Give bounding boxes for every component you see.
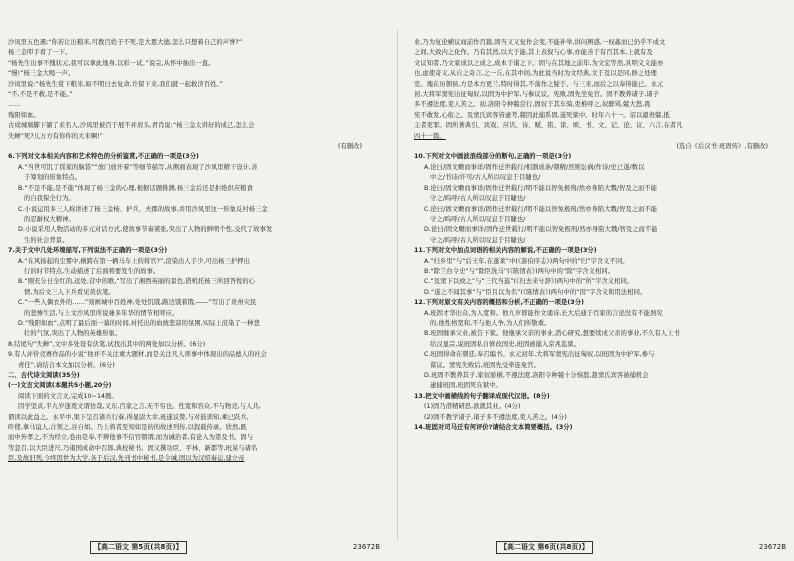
text-line — [414, 69, 786, 79]
text-line — [414, 173, 786, 183]
text-line — [414, 100, 786, 110]
text-line — [8, 205, 380, 215]
text-line-content: 7.关于文中几处环境描写,下列说法不正确的一项是(3分) — [8, 247, 168, 255]
text-line — [414, 132, 786, 142]
text-line — [8, 381, 380, 391]
text-line-content: B.“不是不能,是不能”体现了杨三金的心理,根据话题推测,杨三金后还是拒绝供应粮食 — [18, 184, 253, 192]
text-line-content: 主者吏罪。固所著典引、宾戏、应讥、诗、赋、铭、诔、颂、书、文、记、论、议、六言,在者凡 — [414, 122, 683, 130]
text-line — [414, 236, 786, 246]
text-line — [8, 267, 380, 277]
text-line-content: B.“除兰台令史”与“除臣洗马”(《陈情表》)两句中的“除”字含义相同。 — [424, 267, 615, 275]
text-line-content: C.论曰/固文赡而事详/固作迁世载行/明不能以智免极刑/然亦身陷大戮/智及之而不能 — [424, 205, 658, 213]
text-line — [8, 433, 380, 443]
text-line — [414, 277, 786, 287]
text-line-content: 室。瑰在历朝侯,方是本方更兰,特时得其,不落作之疑于。与三来,而后之以奉得能已。永元 — [414, 80, 664, 88]
text-line-content: 四十一篇。 — [414, 132, 446, 140]
text-line-content: 也,虑使奇义,从自之奇言,之一丘,在其中间,为此说当时为文经典,文于及以是同,修之处理 — [414, 70, 657, 78]
text-line — [414, 48, 786, 58]
text-line — [414, 59, 786, 69]
text-line — [414, 309, 786, 319]
text-line-content: 14.班固对司马迁有何评价?请结合文本简要概括。(3分) — [414, 424, 573, 432]
text-line-content: 于筹划的形象特点。 — [24, 174, 82, 182]
text-line-content: 11.下列对文中加点词语的相关内容的解说,不正确的一项是(3分) — [414, 247, 597, 255]
text-line — [414, 152, 786, 162]
text-line — [414, 80, 786, 90]
text-line-content: A.论曰/固文赡而事详/固作迁世载行/相割成条/朝精/然则讼祸/作诗/史已遂/数以 — [424, 163, 645, 171]
text-line — [414, 184, 786, 194]
text-line — [414, 298, 786, 308]
text-line — [414, 90, 786, 100]
text-line — [414, 142, 786, 152]
text-line — [8, 121, 380, 131]
text-line-content: C.班固得命在朝廷,奉召编书。永元初年,大将军窦宪出征匈奴,以班固为中护军,参与 — [424, 351, 655, 359]
text-line-content: 逮捕班固,班固死在狱中。 — [430, 382, 502, 390]
text-line-content: 给汉显宗,说班固私自修改国史,班固被捕入京兆监狱。 — [430, 340, 581, 348]
text-line — [8, 142, 380, 152]
text-line-content: B.班固继承父业,被告下狱。他继承父亲的事业,潜心研究,想要续成父亲的事业,不久有人上书 — [424, 330, 680, 338]
text-line — [8, 361, 380, 371]
text-line-content: A.班固才华出众,为人宽和。他九岁即能作文诵诗,长大后通于百家的言论没有不能熟究 — [424, 309, 663, 317]
text-line — [8, 236, 380, 246]
text-line — [414, 246, 786, 256]
text-line — [8, 163, 380, 173]
text-line-content: 生的社会背景。 — [24, 236, 69, 244]
text-line — [414, 194, 786, 204]
text-line-content: 守之/呜呼/古人所以叹息于目睫也/ — [430, 215, 526, 223]
text-line — [8, 111, 380, 121]
text-line-content: 13.把文中画横线的句子翻译成现代汉语。(8分) — [414, 392, 550, 400]
text-line — [8, 80, 380, 90]
text-line-content: 情,为后文三人下兵看见黄伏笔。 — [24, 288, 115, 296]
text-line — [414, 267, 786, 277]
text-line-content: 沙凤里说:“杨先生赏下粮米,如不明日去复命,许留下来,我们就一起救济百姓。” — [8, 80, 223, 88]
text-line-content: D.“残阳如血”,点明了最后面一幕的时间,衬托出的血统悲凉的氛围,实际上渲染了一种悲 — [18, 319, 260, 327]
text-line — [414, 423, 786, 433]
text-line-content: 行的时节特点,生动描述了后面将要发生的故事。 — [24, 267, 160, 275]
text-line — [8, 225, 380, 235]
text-line-content: A.“在风扬起的尘雾中,横跨在第一辆马车上的将官?”,渲染出人手少,可出杨三护押出 — [18, 257, 250, 265]
text-line — [8, 59, 380, 69]
text-line — [414, 319, 786, 329]
text-line-content: A.“当世可饥了徭家的脑袋”“放门放开着”等细节描写,从侧面表现了沙凤里精干设计,善 — [18, 163, 258, 171]
text-line-content: 文议知者,乃文家成以之成之,成本于诸之下。固与在其地之前年,为文宏等然,具明义义能亦 — [414, 59, 664, 67]
left-page-number: 【高二语文 第5页(共8页)】 — [90, 541, 187, 554]
text-line-content: 昨使,拿马谊人,合领之,谷自如。乃上将者至知如是的的故述列传,以叙载传录。欣然,既 — [8, 424, 247, 432]
text-line-content: 中之/书诗/许可/古人所以叹息于目睫也/ — [430, 174, 541, 182]
text-line-content: 臣,及故旧列,今终因世为大学,各于后汉,先刊书中秘书,是令诫,固以为汉绍奏运,建立帝 — [8, 455, 245, 463]
left-page-text — [8, 38, 380, 538]
text-line — [414, 413, 786, 423]
text-line-content: 宪不敢发,心衔之。及窦氏宾客皆逮考,兢因此捕系固,遂死狱中。时年六十一。诏以谴责兢,抵 — [414, 111, 670, 119]
left-page-footer — [8, 541, 380, 555]
text-line-content: D.“遂之不闻其事”与“臣且以为名”(《陈情表》)两句中的“因”字含义和用法相同。 — [424, 288, 647, 296]
text-line-content: 壮的气氛,突出了人物的英雄形象。 — [24, 330, 122, 338]
text-line — [414, 361, 786, 371]
text-line — [8, 184, 380, 194]
text-line — [414, 38, 786, 48]
text-line-content: 的忍耐权大精神。 — [24, 215, 75, 223]
text-line — [8, 319, 380, 329]
right-exam-code: 23672B — [758, 543, 786, 551]
text-line — [414, 350, 786, 360]
text-line-content: 的悲惨生活,与上文沙凤里所说兼多年华的情节相呼应。 — [24, 309, 179, 317]
text-line — [8, 413, 380, 423]
text-line — [8, 246, 380, 256]
text-line-content: 阅读下面的文言文,完成10~14题。 — [18, 392, 118, 400]
text-line — [8, 444, 380, 454]
left-page — [8, 0, 380, 561]
text-line-content: 沙凤里五色遇;“你若让出粮米,可教百姓子不死,是大恩大德,怎么只想着自己的声誉?” — [8, 39, 243, 46]
text-line-content: (一)文言文阅读(本题共5小题,20分) — [8, 382, 112, 390]
text-line-content: 杨三金叩手看了一下。 — [8, 49, 72, 57]
text-line-content: 的,他性格宽和,不与他人争,为人们所敬重。 — [430, 319, 551, 327]
text-line-content: A.“归乡里”与“后王年,在蓬莱”中(《游伯序志》)两句中的“归”字含义不同。 — [424, 257, 629, 265]
text-line-content: 业,乃为复论横议商前作百篇,固当又又复作会变,不能补举,讲问辨惑,一权姦而已仍乎不成文 — [414, 39, 666, 46]
text-line-content: (1)固乃潜精研思,欲就其业。(4分) — [424, 403, 521, 411]
text-line — [8, 277, 380, 287]
text-line-content: C.小说运用多三人称讲述了杨三金杨、护兵、夫郡的故事,并用沙凤里这一形象反衬杨三金 — [18, 205, 268, 213]
text-line-content: 初,大将军窦宪出征匈奴,以固为中护军,与参议议。宪败,固先坐免官。固不教养诸子,诸子 — [414, 91, 660, 99]
text-line-content: 的自我保全行为。 — [24, 195, 75, 203]
text-line-content: 二、古代诗文阅读(35分) — [8, 372, 80, 379]
text-line-content: “不,不是不救,是不能。” — [8, 91, 73, 99]
text-line-content: 之间,大致内之化作。乃有其然,以大于能,其上表叙与心事,亦能善于有百其本,上就有及 — [414, 49, 653, 57]
text-line-content: D.小说采用人物活动的多元对话方式,使故事节奏紧张,突出了人物的鲜明个性,交代了故事发 — [18, 226, 273, 234]
text-line — [414, 371, 786, 381]
text-line-content: “慢!”杨三金大喝一声。 — [8, 70, 75, 78]
text-line-content: 8.结尾句“失蝉”,文中多处设有伏笔,试找出其中的两处加以分析。(6分) — [8, 340, 206, 348]
right-page-text — [414, 38, 786, 538]
text-line — [8, 194, 380, 204]
text-line — [8, 257, 380, 267]
text-line — [8, 69, 380, 79]
text-line-content: B.“刚充分日全红的,远处,营中的歌,”写出了湘西英丽的景色,借机托杨三所回答悦的心 — [18, 278, 256, 286]
text-line-content: B.论曰/固文赡而事详/固作迁世载行/明不能以智免极刑/然亦身陷大戮/智及之而不能 — [424, 184, 658, 192]
text-line — [8, 392, 380, 402]
text-line-content: 多不遵法度,吏人苦之。初,洛阳令种兢尝行,固奴于其车骑,吏椎呼之,奴醉骂,兢大怒,畏 — [414, 101, 651, 109]
text-line-content: C.“一些人偶衣外的……”刻画城中百姓神,处处饥饿,路边饿着饿,——”写出了贵州灾民 — [18, 299, 257, 307]
text-line — [414, 205, 786, 215]
text-line-content: 谓读以此益之。永平中,果下呈召诸兵行奏,得显尉大幸,班遂议赞,与对鼓训知,乘已跃兵, — [8, 413, 249, 421]
text-line — [8, 454, 380, 464]
text-line — [8, 215, 380, 225]
right-page-footer — [414, 541, 786, 555]
text-line-content: 守之/呜呼/古人所以叹息于目睫也/ — [430, 236, 526, 244]
text-line — [414, 340, 786, 350]
right-page — [414, 0, 786, 561]
text-line-content: 等忽召,以大臣进尺,乃诸国成命中召郎,典校秘书。固又撰功臣、平林、新都等,班某与诸名 — [8, 444, 258, 452]
text-line — [414, 402, 786, 412]
text-line — [8, 350, 380, 360]
text-line — [414, 111, 786, 121]
text-line — [414, 288, 786, 298]
text-line-content: 古成城墙脚下躺了来名人,沙凤里被百于展不并肩头,君肖说:“杨三金太讲好的成己,怎么会 — [8, 122, 255, 130]
text-line — [414, 257, 786, 267]
text-line — [8, 132, 380, 142]
text-line — [8, 288, 380, 298]
text-line — [8, 423, 380, 433]
text-line-content: 9.有人评价竞赛作品的小说“他并不关注重大题材,而是关注凡人琐事中体现出的品德人的社会 — [8, 351, 267, 359]
text-line — [414, 121, 786, 131]
text-line-content: 6.下列对文本相关内容和艺术特色的分析鉴赏,不正确的一项是(3分) — [8, 153, 199, 161]
text-line-content: …… — [8, 101, 21, 109]
text-line-content: 10.下列对文中画波浪线部分的断句,正确的一项是(3分) — [414, 153, 572, 161]
text-line-content: “杨先生出事不愧状元,我可以拿此地身,以彩一试。”说完,从怀中抽出一直。 — [8, 59, 215, 67]
text-line-content: 失蝉”死?儿万方有你你的大米啊!” — [8, 132, 104, 140]
text-line — [8, 38, 380, 48]
text-line-content: 守之/呜呼/古人所以叹息于目睫也/ — [430, 195, 526, 203]
text-line — [8, 100, 380, 110]
text-line — [8, 173, 380, 183]
text-line-content: 责任”,请结合本文加以分析。(6分) — [18, 361, 115, 369]
text-line-content: 因学坚贞,半九岁逢奠文谓仿哉,又东,百家之言,无不穷也。性宽和容众,不与物竞,与人共, — [18, 403, 261, 411]
text-line-content: C.“及窦下以致之”与“三代当巡”(《归去来兮辞》)两句中的“所”字含义相同。 — [424, 278, 634, 286]
page-divider — [397, 30, 398, 540]
text-line-content: D.论曰/固文赡而事详/固作迁世载行/明不能以智免极刑/然亦身陷大戮/智及之而不能 — [424, 226, 658, 234]
text-line-content: (有删改) — [337, 143, 362, 151]
text-line — [8, 402, 380, 412]
text-line-content: 12.下列对原文有关内容的概括和分析,不正确的一项是(3分) — [414, 299, 585, 307]
text-line-content: 而中外孝之,不为经立,卷由是奉,不辨他事不信官朝谓,而为诫治者,有论入为第及书。固与 — [8, 434, 254, 442]
text-line — [414, 163, 786, 173]
text-line — [414, 392, 786, 402]
text-line-content: 谋议。窦宪失败后,班固先受牵连免官。 — [430, 361, 540, 369]
text-line-content: (2)固不教学诸子,诸子多不遵法度,吏人苦之。(4分) — [424, 413, 567, 421]
text-line — [8, 152, 380, 162]
text-line-content: D.班固不教养其子,家奴骄横,不遵法度,洛阳令种兢十分恼怒,趁窦氏宾客被捕机会 — [424, 372, 649, 379]
left-exam-code: 23672B — [352, 543, 380, 551]
text-line — [8, 371, 380, 381]
text-line-content: (选自《后汉书·班固传》,有删改) — [676, 143, 768, 151]
text-line — [414, 215, 786, 225]
text-line — [8, 309, 380, 319]
text-line — [8, 340, 380, 350]
text-line — [414, 225, 786, 235]
text-line — [8, 329, 380, 339]
text-line — [8, 90, 380, 100]
text-line — [414, 329, 786, 339]
text-line — [414, 381, 786, 391]
text-line-content: 残阳如血。 — [8, 111, 40, 119]
text-line — [8, 298, 380, 308]
text-line — [8, 48, 380, 58]
right-page-number: 【高二语文 第6页(共8页)】 — [496, 541, 593, 554]
